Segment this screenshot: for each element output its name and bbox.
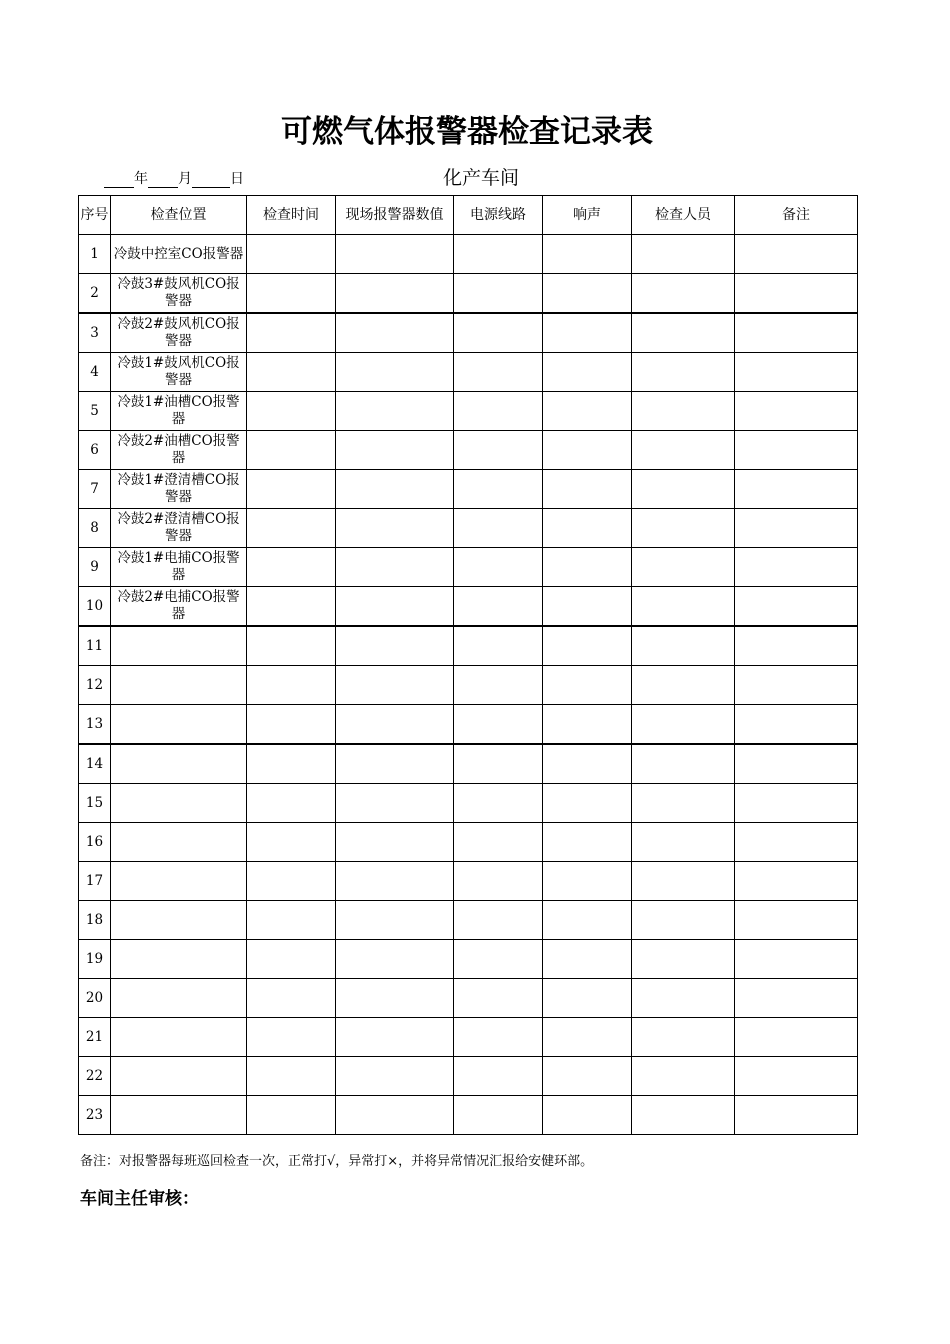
check-time-cell[interactable]	[247, 940, 336, 979]
sound-cell[interactable]	[543, 470, 632, 509]
alarm-value-cell[interactable]	[336, 940, 454, 979]
power-line-cell[interactable]	[454, 509, 543, 548]
sound-cell[interactable]	[543, 1096, 632, 1135]
check-time-cell[interactable]	[247, 705, 336, 745]
sound-cell[interactable]	[543, 979, 632, 1018]
remarks-cell[interactable]	[735, 823, 858, 862]
power-line-cell[interactable]	[454, 1018, 543, 1057]
location-cell[interactable]: 冷鼓3#鼓风机CO报警器	[111, 274, 247, 314]
row-number: 8	[79, 509, 111, 548]
row-number: 5	[79, 392, 111, 431]
table-row	[79, 823, 858, 862]
alarm-value-header: 现场报警器数值	[336, 196, 454, 235]
check-time-cell[interactable]	[247, 587, 336, 627]
sound-cell[interactable]	[543, 823, 632, 862]
power-line-cell[interactable]	[454, 353, 543, 392]
sound-cell[interactable]	[543, 1018, 632, 1057]
row-number: 10	[79, 587, 111, 627]
sound-header: 响声	[543, 196, 632, 235]
sound-cell[interactable]	[543, 235, 632, 274]
remarks-cell[interactable]	[735, 509, 858, 548]
row-number: 17	[79, 862, 111, 901]
table-row	[79, 431, 858, 470]
row-number: 3	[79, 313, 111, 353]
sound-cell[interactable]	[543, 431, 632, 470]
row-number: 6	[79, 431, 111, 470]
inspector-cell[interactable]	[632, 470, 735, 509]
location-cell[interactable]	[111, 705, 247, 745]
sound-cell[interactable]	[543, 313, 632, 353]
table-row	[79, 509, 858, 548]
power-line-cell[interactable]	[454, 274, 543, 314]
remarks-header: 备注	[735, 196, 858, 235]
footnote: 备注：对报警器每班巡回检查一次，正常打√，异常打×，并将异常情况汇报给安健环部。	[80, 1154, 594, 1169]
sound-cell[interactable]	[543, 548, 632, 587]
table-row	[79, 626, 858, 666]
inspector-cell[interactable]	[632, 666, 735, 705]
location-cell[interactable]	[111, 1096, 247, 1135]
row-number: 14	[79, 744, 111, 784]
remarks-cell[interactable]	[735, 705, 858, 745]
inspector-cell[interactable]	[632, 1018, 735, 1057]
location-cell[interactable]: 冷鼓1#鼓风机CO报警器	[111, 353, 247, 392]
row-number: 2	[79, 274, 111, 314]
check-time-cell[interactable]	[247, 823, 336, 862]
remarks-cell[interactable]	[735, 940, 858, 979]
row-number: 21	[79, 1018, 111, 1057]
sound-cell[interactable]	[543, 392, 632, 431]
location-cell[interactable]	[111, 784, 247, 823]
power-line-cell[interactable]	[454, 235, 543, 274]
row-number: 18	[79, 901, 111, 940]
inspector-cell[interactable]	[632, 862, 735, 901]
alarm-value-cell[interactable]	[336, 392, 454, 431]
power-line-cell[interactable]	[454, 587, 543, 627]
check-time-cell[interactable]	[247, 626, 336, 666]
sound-cell[interactable]	[543, 666, 632, 705]
location-cell[interactable]: 冷鼓1#油槽CO报警器	[111, 392, 247, 431]
table-row	[79, 587, 858, 627]
table-row	[79, 784, 858, 823]
row-number: 19	[79, 940, 111, 979]
power-line-cell[interactable]	[454, 313, 543, 353]
sound-cell[interactable]	[543, 862, 632, 901]
month-label: 月	[178, 171, 192, 187]
check-time-cell[interactable]	[247, 1018, 336, 1057]
row-number: 22	[79, 1057, 111, 1096]
inspector-cell[interactable]	[632, 1096, 735, 1135]
sound-cell[interactable]	[543, 626, 632, 666]
inspector-cell[interactable]	[632, 705, 735, 745]
remarks-cell[interactable]	[735, 1018, 858, 1057]
location-cell[interactable]: 冷鼓2#鼓风机CO报警器	[111, 313, 247, 353]
power-line-cell[interactable]	[454, 666, 543, 705]
power-line-cell[interactable]	[454, 392, 543, 431]
row-number: 13	[79, 705, 111, 745]
inspector-cell[interactable]	[632, 940, 735, 979]
remarks-cell[interactable]	[735, 392, 858, 431]
inspector-cell[interactable]	[632, 431, 735, 470]
alarm-value-cell[interactable]	[336, 548, 454, 587]
table-row	[79, 1057, 858, 1096]
power-line-cell[interactable]	[454, 862, 543, 901]
table-row	[79, 744, 858, 784]
check-time-cell[interactable]	[247, 784, 336, 823]
row-number: 7	[79, 470, 111, 509]
check-time-cell[interactable]	[247, 862, 336, 901]
row-number: 23	[79, 1096, 111, 1135]
alarm-value-cell[interactable]	[336, 470, 454, 509]
table-row	[79, 666, 858, 705]
workshop-name: 化产车间	[443, 167, 520, 189]
row-number: 9	[79, 548, 111, 587]
table-row	[79, 548, 858, 587]
alarm-value-cell[interactable]	[336, 744, 454, 784]
table-row	[79, 940, 858, 979]
year-blank[interactable]	[104, 173, 134, 188]
inspector-cell[interactable]	[632, 235, 735, 274]
table-row	[79, 1018, 858, 1057]
location-header: 检查位置	[111, 196, 247, 235]
remarks-cell[interactable]	[735, 1096, 858, 1135]
alarm-value-cell[interactable]	[336, 431, 454, 470]
table-row	[79, 1096, 858, 1135]
table-body	[79, 235, 858, 1135]
alarm-value-cell[interactable]	[336, 274, 454, 314]
check-time-cell[interactable]	[247, 901, 336, 940]
location-cell[interactable]	[111, 979, 247, 1018]
power-line-cell[interactable]	[454, 470, 543, 509]
remarks-cell[interactable]	[735, 1057, 858, 1096]
inspector-cell[interactable]	[632, 353, 735, 392]
alarm-value-cell[interactable]	[336, 784, 454, 823]
row-number: 1	[79, 235, 111, 274]
inspector-cell[interactable]	[632, 548, 735, 587]
power-line-header: 电源线路	[454, 196, 543, 235]
sound-cell[interactable]	[543, 509, 632, 548]
check-time-cell[interactable]	[247, 392, 336, 431]
table-row	[79, 470, 858, 509]
power-line-cell[interactable]	[454, 744, 543, 784]
location-cell[interactable]	[111, 862, 247, 901]
remarks-cell[interactable]	[735, 666, 858, 705]
check-time-cell[interactable]	[247, 979, 336, 1018]
remarks-cell[interactable]	[735, 784, 858, 823]
reviewer-signature-label: 车间主任审核：	[80, 1189, 199, 1209]
alarm-value-cell[interactable]	[336, 313, 454, 353]
remarks-cell[interactable]	[735, 626, 858, 666]
remarks-cell[interactable]	[735, 274, 858, 314]
inspector-cell[interactable]	[632, 823, 735, 862]
table-row	[79, 979, 858, 1018]
day-blank[interactable]	[192, 173, 230, 188]
table-row	[79, 313, 858, 353]
power-line-cell[interactable]	[454, 940, 543, 979]
sound-cell[interactable]	[543, 353, 632, 392]
alarm-value-cell[interactable]	[336, 901, 454, 940]
month-blank[interactable]	[148, 173, 178, 188]
remarks-cell[interactable]	[735, 979, 858, 1018]
sound-cell[interactable]	[543, 901, 632, 940]
sound-cell[interactable]	[543, 705, 632, 745]
row-number: 15	[79, 784, 111, 823]
power-line-cell[interactable]	[454, 705, 543, 745]
table-row	[79, 901, 858, 940]
remarks-cell[interactable]	[735, 901, 858, 940]
alarm-value-cell[interactable]	[336, 353, 454, 392]
location-cell[interactable]	[111, 1018, 247, 1057]
power-line-cell[interactable]	[454, 1057, 543, 1096]
header-row	[79, 196, 858, 235]
check-time-cell[interactable]	[247, 470, 336, 509]
sound-cell[interactable]	[543, 940, 632, 979]
location-cell[interactable]	[111, 940, 247, 979]
day-label: 日	[230, 171, 244, 187]
check-time-cell[interactable]	[247, 666, 336, 705]
inspector-cell[interactable]	[632, 626, 735, 666]
check-time-cell[interactable]	[247, 313, 336, 353]
table-row	[79, 274, 858, 314]
page-title: 可燃气体报警器检查记录表	[281, 114, 653, 150]
row-number: 16	[79, 823, 111, 862]
remarks-cell[interactable]	[735, 470, 858, 509]
alarm-value-cell[interactable]	[336, 587, 454, 627]
table-row	[79, 392, 858, 431]
check-time-cell[interactable]	[247, 744, 336, 784]
remarks-cell[interactable]	[735, 862, 858, 901]
check-time-header: 检查时间	[247, 196, 336, 235]
row-number: 11	[79, 626, 111, 666]
location-cell[interactable]: 冷鼓2#油槽CO报警器	[111, 431, 247, 470]
remarks-cell[interactable]	[735, 313, 858, 353]
check-time-cell[interactable]	[247, 1096, 336, 1135]
row-number: 4	[79, 353, 111, 392]
check-time-cell[interactable]	[247, 431, 336, 470]
alarm-value-cell[interactable]	[336, 705, 454, 745]
power-line-cell[interactable]	[454, 901, 543, 940]
alarm-value-cell[interactable]	[336, 1096, 454, 1135]
inspector-cell[interactable]	[632, 392, 735, 431]
row-number: 12	[79, 666, 111, 705]
inspector-cell[interactable]	[632, 587, 735, 627]
alarm-value-cell[interactable]	[336, 862, 454, 901]
location-cell[interactable]: 冷鼓2#电捕CO报警器	[111, 587, 247, 627]
alarm-value-cell[interactable]	[336, 1018, 454, 1057]
location-cell[interactable]	[111, 1057, 247, 1096]
sound-cell[interactable]	[543, 587, 632, 627]
location-cell[interactable]: 冷鼓中控室CO报警器	[111, 235, 247, 274]
table-row	[79, 705, 858, 745]
alarm-value-cell[interactable]	[336, 979, 454, 1018]
table-row	[79, 235, 858, 274]
check-time-cell[interactable]	[247, 353, 336, 392]
alarm-value-cell[interactable]	[336, 509, 454, 548]
check-time-cell[interactable]	[247, 274, 336, 314]
sound-cell[interactable]	[543, 1057, 632, 1096]
remarks-cell[interactable]	[735, 235, 858, 274]
alarm-value-cell[interactable]	[336, 1057, 454, 1096]
alarm-value-cell[interactable]	[336, 235, 454, 274]
power-line-cell[interactable]	[454, 548, 543, 587]
check-time-cell[interactable]	[247, 1057, 336, 1096]
year-label: 年	[134, 171, 148, 187]
seq-header: 序号	[79, 196, 111, 235]
location-cell[interactable]: 冷鼓1#电捕CO报警器	[111, 548, 247, 587]
remarks-cell[interactable]	[735, 587, 858, 627]
check-time-cell[interactable]	[247, 235, 336, 274]
inspector-cell[interactable]	[632, 274, 735, 314]
sound-cell[interactable]	[543, 784, 632, 823]
location-cell[interactable]: 冷鼓1#澄清槽CO报警器	[111, 470, 247, 509]
remarks-cell[interactable]	[735, 431, 858, 470]
location-cell[interactable]	[111, 744, 247, 784]
location-cell[interactable]	[111, 901, 247, 940]
alarm-value-cell[interactable]	[336, 626, 454, 666]
check-time-cell[interactable]	[247, 548, 336, 587]
power-line-cell[interactable]	[454, 784, 543, 823]
sound-cell[interactable]	[543, 274, 632, 314]
inspector-header: 检查人员	[632, 196, 735, 235]
alarm-value-cell[interactable]	[336, 823, 454, 862]
alarm-value-cell[interactable]	[336, 666, 454, 705]
remarks-cell[interactable]	[735, 548, 858, 587]
location-cell[interactable]: 冷鼓2#澄清槽CO报警器	[111, 509, 247, 548]
table-row	[79, 862, 858, 901]
date-line	[104, 168, 244, 188]
inspector-cell[interactable]	[632, 1057, 735, 1096]
inspector-cell[interactable]	[632, 901, 735, 940]
row-number: 20	[79, 979, 111, 1018]
inspector-cell[interactable]	[632, 744, 735, 784]
table-row	[79, 353, 858, 392]
power-line-cell[interactable]	[454, 979, 543, 1018]
power-line-cell[interactable]	[454, 431, 543, 470]
inspector-cell[interactable]	[632, 784, 735, 823]
remarks-cell[interactable]	[735, 744, 858, 784]
check-time-cell[interactable]	[247, 509, 336, 548]
inspection-table	[78, 195, 858, 1135]
power-line-cell[interactable]	[454, 823, 543, 862]
location-cell[interactable]	[111, 666, 247, 705]
inspector-cell[interactable]	[632, 509, 735, 548]
sound-cell[interactable]	[543, 744, 632, 784]
inspector-cell[interactable]	[632, 979, 735, 1018]
location-cell[interactable]	[111, 626, 247, 666]
location-cell[interactable]	[111, 823, 247, 862]
remarks-cell[interactable]	[735, 353, 858, 392]
inspector-cell[interactable]	[632, 313, 735, 353]
power-line-cell[interactable]	[454, 1096, 543, 1135]
power-line-cell[interactable]	[454, 626, 543, 666]
